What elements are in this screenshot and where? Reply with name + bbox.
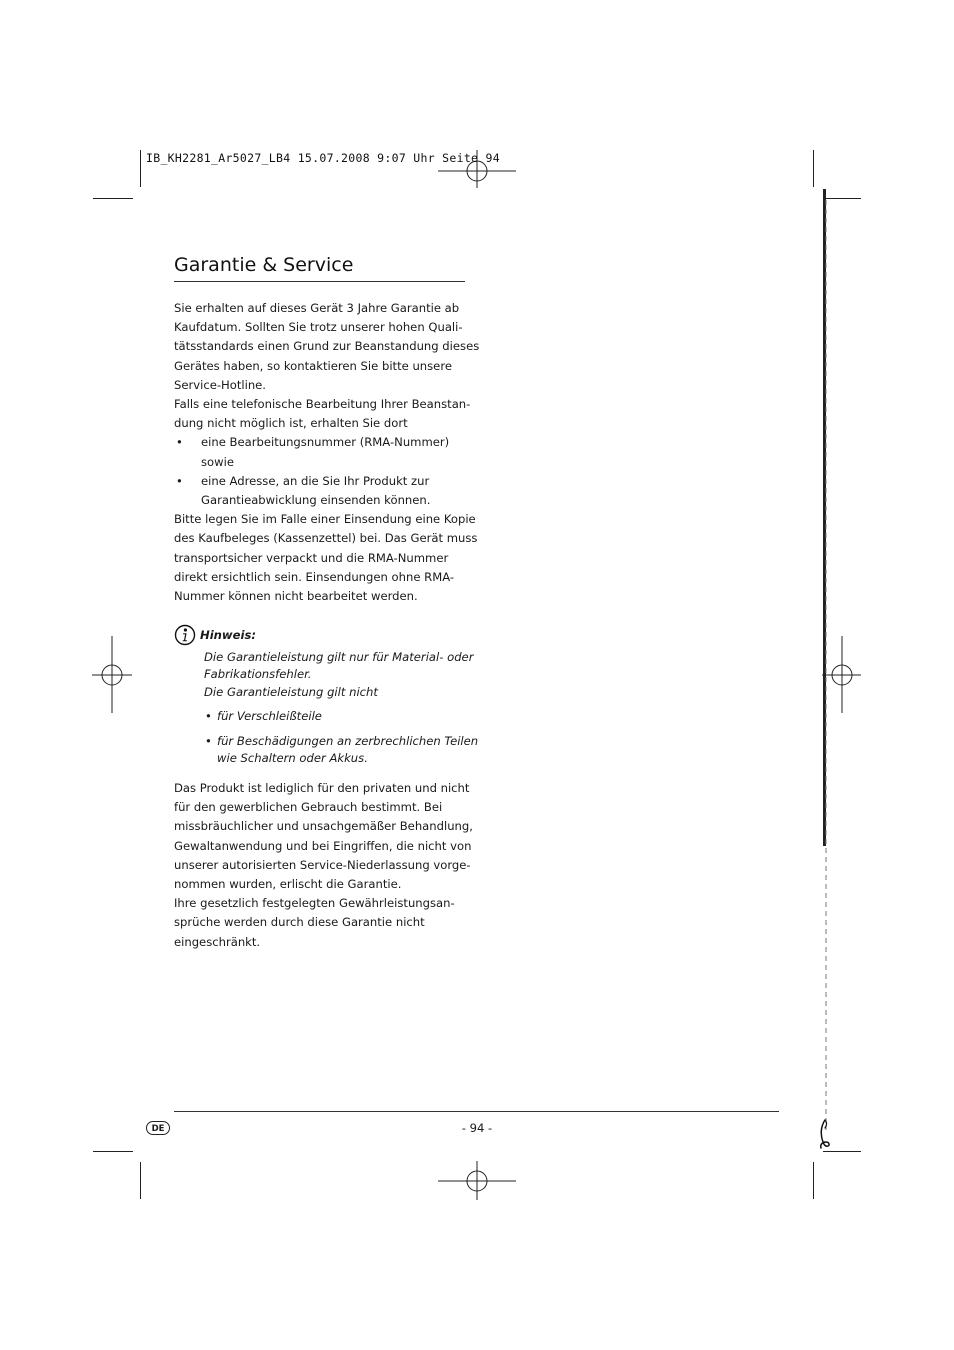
text-line: missbräuchlicher und unsachgemäßer Behandlung, <box>174 819 473 834</box>
brand-logo-icon <box>815 1118 833 1152</box>
list-item-line: für Verschleißteile <box>217 708 322 723</box>
text-line: des Kaufbeleges (Kassenzettel) bei. Das Gerät muss <box>174 531 478 546</box>
warranty-text <box>174 299 480 606</box>
list-item <box>204 708 478 725</box>
list-item <box>174 433 474 471</box>
print-slug: IB_KH2281_Ar5027_LB4 15.07.2008 9:07 Uhr Seite 94 <box>146 151 500 165</box>
note-line: Fabrikationsfehler. <box>204 667 312 682</box>
list-item-line: eine Adresse, an die Sie Ihr Produkt zur <box>201 473 430 488</box>
note-heading <box>174 624 256 646</box>
text-line: sprüche werden durch diese Garantie nicht <box>174 915 425 930</box>
text-line: transportsicher verpackt und die RMA-Nummer <box>174 550 449 565</box>
usage-text <box>174 779 474 952</box>
text-line: Das Produkt ist lediglich für den privaten und nicht <box>174 781 470 795</box>
bullet-symbol: • <box>205 734 212 749</box>
text-line: Kaufdatum. Sollten Sie trotz unserer hohen Quali- <box>174 320 463 335</box>
title-underline <box>174 281 465 282</box>
note-line: Die Garantieleistung gilt nur für Material- oder <box>204 650 474 664</box>
note-line: Die Garantieleistung gilt nicht <box>204 684 378 699</box>
text-line: Gewaltanwendung und bei Eingriffen, die nicht von <box>174 838 472 853</box>
text-line: Gerätes haben, so kontaktieren Sie bitte unsere <box>174 358 452 373</box>
note-list <box>204 708 478 768</box>
text-line: nommen wurden, erlischt die Garantie. <box>174 877 402 892</box>
info-icon <box>174 624 196 646</box>
text-line: eingeschränkt. <box>174 934 261 949</box>
list-item-line: wie Schaltern oder Akkus. <box>217 751 368 766</box>
bullet-symbol: • <box>205 708 212 723</box>
list-item-line: sowie <box>201 454 234 469</box>
text-line: Bitte legen Sie im Falle einer Einsendung eine Kopie <box>174 512 476 527</box>
list-item <box>204 733 478 768</box>
text-line: Falls eine telefonische Bearbeitung Ihrer Beanstan- <box>174 397 471 412</box>
language-badge: DE <box>146 1121 170 1135</box>
page-number: - 94 - <box>461 1121 493 1135</box>
note-label: Hinweis: <box>200 628 257 642</box>
text-line: direkt ersichtlich sein. Einsendungen ohne RMA- <box>174 569 455 584</box>
text-line: Ihre gesetzlich festgelegten Gewährleistungsan- <box>174 896 455 911</box>
list-item <box>174 472 474 510</box>
bullet-symbol: • <box>176 435 183 450</box>
bullet-list <box>174 433 474 510</box>
note-body <box>204 649 478 768</box>
list-item-line: eine Bearbeitungsnummer (RMA-Nummer) <box>201 435 450 450</box>
text-line: dung nicht möglich ist, erhalten Sie dort <box>174 416 408 431</box>
footer-rule <box>174 1111 779 1112</box>
text-line: unserer autorisierten Service-Niederlassung vorge- <box>174 857 471 872</box>
text-line: für den gewerblichen Gebrauch bestimmt. Bei <box>174 800 443 815</box>
page-title: Garantie & Service <box>174 254 354 276</box>
bullet-symbol: • <box>176 473 183 488</box>
list-item-line: für Beschädigungen an zerbrechlichen Teilen <box>217 734 479 749</box>
text-line: tätsstandards einen Grund zur Beanstandung dieses <box>174 339 480 354</box>
text-line: Nummer können nicht bearbeitet werden. <box>174 589 418 604</box>
text-line: Service-Hotline. <box>174 377 266 392</box>
text-line: Sie erhalten auf dieses Gerät 3 Jahre Garantie ab <box>174 301 460 315</box>
list-item-line: Garantieabwicklung einsenden können. <box>201 493 431 508</box>
